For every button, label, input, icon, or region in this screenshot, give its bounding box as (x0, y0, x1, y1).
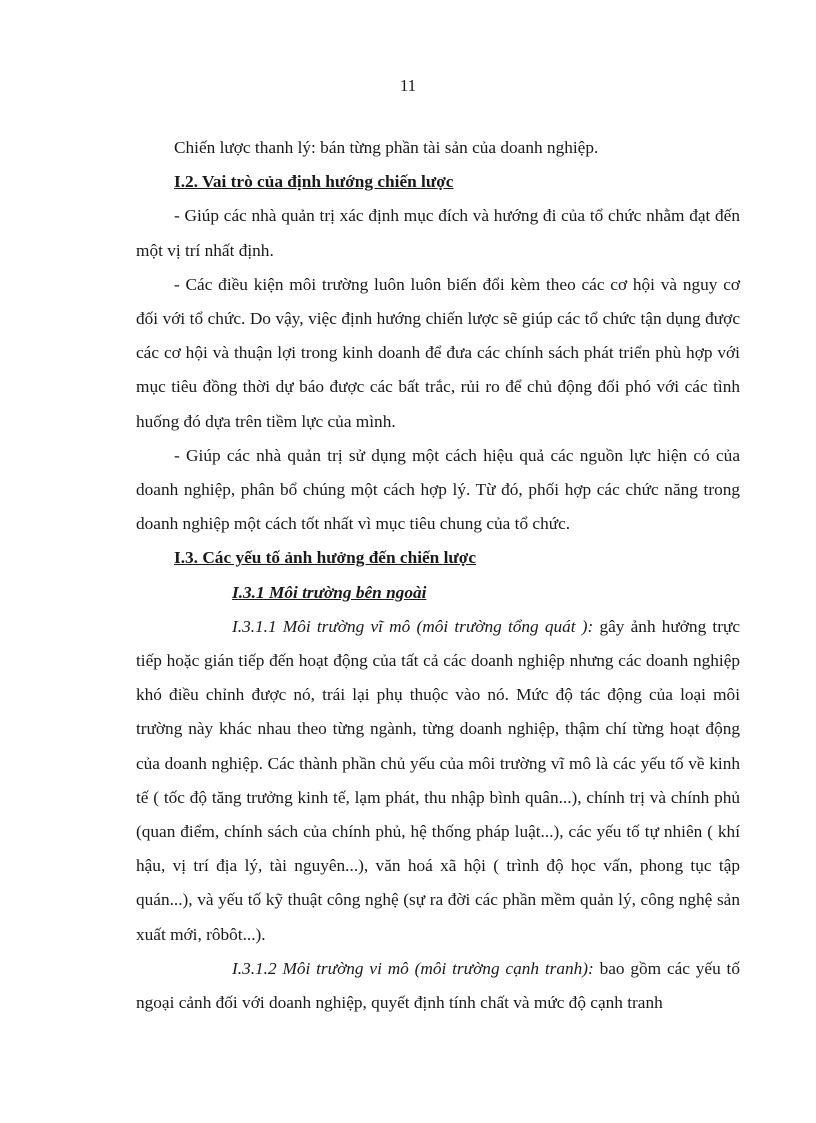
paragraph-liquidation-strategy: Chiến lược thanh lý: bán từng phần tài sản của doanh nghiệp. (174, 138, 599, 157)
heading-influencing-factors: I.3. Các yếu tố ảnh hưởng đến chiến lược (174, 548, 477, 568)
page-body (136, 131, 740, 1020)
micro-environment-text: bao gồm các yếu tố ngoại cảnh đối với doanh nghiệp, quyết định tính chất và mức độ cạnh tranh (136, 958, 740, 1013)
subheading-external-environment: I.3.1 Môi trường bên ngoài (232, 582, 427, 602)
paragraph-macro-environment (136, 610, 740, 952)
macro-environment-text: gây ảnh hưởng trực tiếp hoặc gián tiếp đến hoạt động của tất cả các doanh nghiệp nhưng các doanh nghiệp khó điều chỉnh được nó, trái lại phụ thuộc vào nó. Mức độ tác động của loại môi trường này khác nhau theo từng ngành, từng doanh nghiệp, thậm chí từng hoạt động của doanh nghiệp. Các thành phần chủ yếu của môi trường vĩ mô là các yếu tố về kinh tế ( tốc độ tăng trưởng kinh tế, lạm phát, thu nhập bình quân...), chính trị và chính phủ (quan điểm, chính sách của chính phủ, hệ thống pháp luật...), các yếu tố tự nhiên ( khí hậu, vị trí địa lý, tài nguyên...), văn hoá xã hội ( trình độ học vấn, phong tục tập quán...), và yếu tố kỹ thuật công nghệ (sự ra đời các phần mềm quản lý, công nghệ sản xuất mới, rôbôt...). (136, 616, 740, 944)
micro-environment-title: I.3.1.2 Môi trường vi mô (môi trường cạnh tranh): (232, 958, 594, 978)
paragraph-role-3: - Giúp các nhà quản trị sử dụng một cách hiệu quả các nguồn lực hiện có của doanh nghiệp, phân bổ chúng một cách hợp lý. Từ đó, phối hợp các chức năng trong doanh nghiệp một cách tốt nhất vì mục tiêu chung của tổ chức. (136, 445, 740, 534)
macro-environment-title: I.3.1.1 Môi trường vĩ mô (môi trường tổng quát ): (232, 616, 594, 636)
heading-role-of-strategy: I.2. Vai trò của định hướng chiến lược (174, 172, 454, 192)
page-number: 11 (399, 76, 417, 95)
paragraph-micro-environment (136, 952, 740, 1020)
paragraph-role-2: - Các điều kiện môi trường luôn luôn biến đổi kèm theo các cơ hội và nguy cơ đối với tổ chức. Do vậy, việc định hướng chiến lược sẽ giúp các tổ chức tận dụng được các cơ hội và thuận lợi trong kinh doanh để đưa các chính sách phát triển phù hợp với mục tiêu đồng thời dự báo được các bất trắc, rủi ro để chủ động đối phó với các tình huống đó dựa trên tiềm lực của mình. (136, 274, 740, 431)
paragraph-role-1: - Giúp các nhà quản trị xác định mục đích và hướng đi của tổ chức nhằm đạt đến một vị trí nhất định. (136, 206, 740, 260)
